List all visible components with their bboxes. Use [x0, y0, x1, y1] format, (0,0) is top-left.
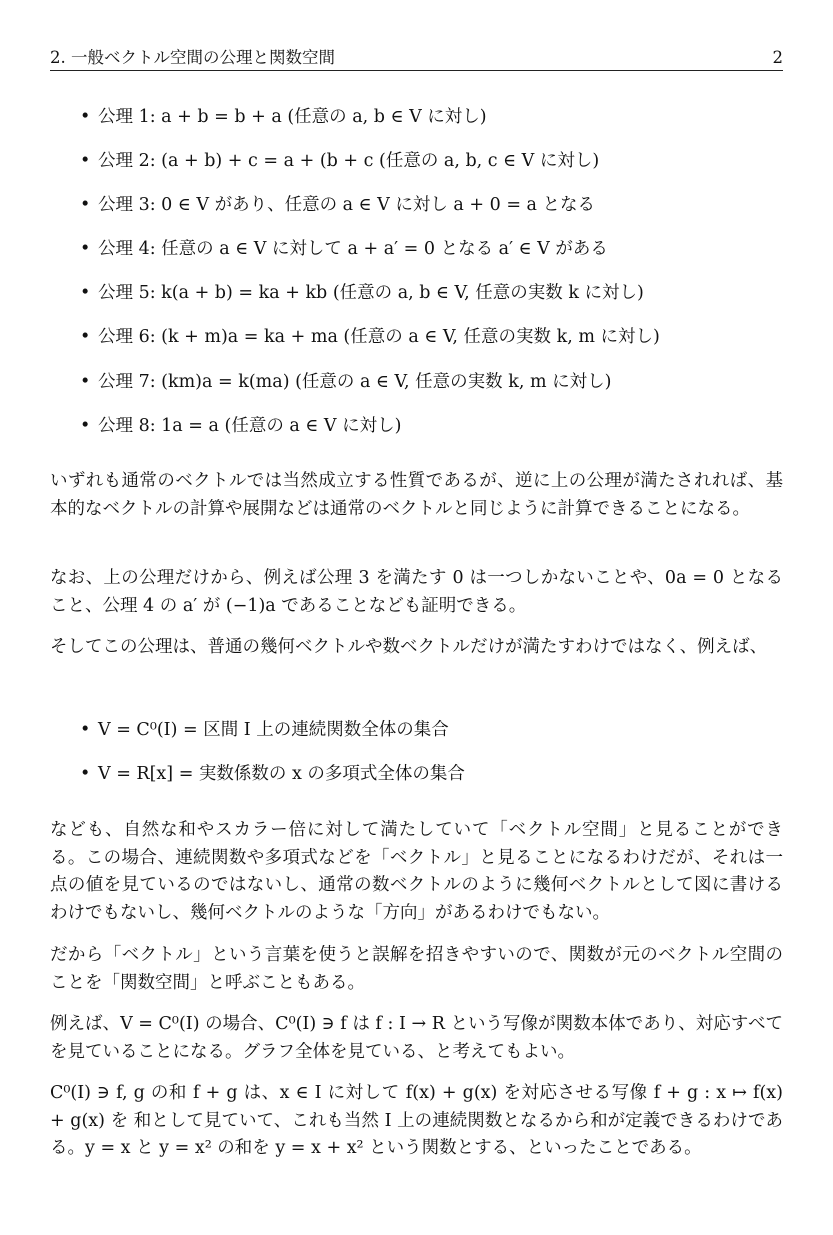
axiom-item: [74, 188, 774, 232]
example-text: V = C⁰(I) = 区間 I 上の連続関数全体の集合: [98, 720, 449, 740]
axiom-item: [74, 144, 774, 188]
axiom-text: 公理 5: k(a + b) = ka + kb (任意の a, b ∈ V, 任意の実数 k に対し): [98, 283, 644, 304]
bullet-icon: •: [80, 239, 91, 260]
axiom-item: [74, 320, 774, 364]
axiom-text: 公理 8: 1a = a (任意の a ∈ V に対し): [98, 415, 402, 436]
bullet-icon: •: [80, 764, 91, 785]
bullet-icon: •: [80, 283, 91, 304]
axiom-text: 公理 7: (km)a = k(ma) (任意の a ∈ V, 任意の実数 k, m に対し): [98, 371, 612, 392]
vector-space-examples: [74, 713, 774, 801]
paragraph-c0-example: 例えば、V = C⁰(I) の場合、C⁰(I) ∋ f は f : I → R という写像が関数本体であり、対応すべてを見ていることになる。グラフ全体を見ている、と考えてもよい。: [50, 1014, 783, 1062]
axiom-item: [74, 409, 774, 453]
bullet-icon: •: [80, 107, 91, 127]
bullet-icon: •: [80, 415, 91, 436]
axiom-item: [74, 365, 774, 409]
bullet-icon: •: [80, 195, 91, 216]
axiom-text: 公理 6: (k + m)a = ka + ma (任意の a ∈ V, 任意の実数 k, m に対し): [98, 327, 660, 348]
paragraph-function-space: だから「ベクトル」という言葉を使うと誤解を招きやすいので、関数が元のベクトル空間のことを「関数空間」と呼ぶこともある。: [50, 945, 783, 993]
example-text: V = R[x] = 実数係数の x の多項式全体の集合: [98, 764, 465, 785]
axiom-item: [74, 232, 774, 276]
paragraph-uniqueness-note: なお、上の公理だけから、例えば公理 3 を満たす 0 は一つしかないことや、0a = 0 となること、公理 4 の a′ が (−1)a であることなども証明できる。: [50, 568, 783, 616]
axiom-text: 公理 3: 0 ∈ V があり、任意の a ∈ V に対し a + 0 = a となる: [98, 195, 596, 216]
paragraph-function-as-vector: なども、自然な和やスカラー倍に対して満たしていて「ベクトル空間」と見ることができる。この場合、連続関数や多項式などを「ベクトル」と見ることになるわけだが、それは一点の値を見ているのではないし、通常の数ベクトルのように幾何ベクトルとして図に書けるわけでもないし、幾何ベクトルのような「方向」があるわけでもない。: [50, 820, 783, 923]
axiom-item: [74, 276, 774, 320]
bullet-icon: •: [80, 371, 91, 392]
paragraph-axioms-consequence: いずれも通常のベクトルでは当然成立する性質であるが、逆に上の公理が満たされれば、基本的なベクトルの計算や展開などは通常のベクトルと同じように計算できることになる。: [50, 471, 783, 519]
example-item: [74, 757, 774, 801]
bullet-icon: •: [80, 327, 91, 348]
bullet-icon: •: [80, 151, 91, 172]
axiom-text: 公理 1: a + b = b + a (任意の a, b ∈ V に対し): [98, 107, 487, 127]
paragraph-sum-definition: C⁰(I) ∋ f, g の和 f + g は、x ∈ I に対して f(x) + g(x) を対応させる写像 f + g : x ↦ f(x) + g(x) を 和として見ていて、これも当然 I 上の連続関数となるから和が定義できるわけである。y = x と y = x² の和を y = x + x² という関数とする、といったことである。: [50, 1083, 783, 1159]
axiom-list: [74, 100, 774, 453]
axiom-item: [74, 100, 774, 144]
page-header: [50, 46, 783, 71]
page-number: 2: [772, 48, 783, 67]
axiom-text: 公理 4: 任意の a ∈ V に対して a + a′ = 0 となる a′ ∈ V がある: [98, 239, 608, 260]
chapter-title: 2. 一般ベクトル空間の公理と関数空間: [50, 48, 335, 67]
bullet-icon: •: [80, 720, 91, 740]
paragraph-examples-intro: そしてこの公理は、普通の幾何ベクトルや数ベクトルだけが満たすわけではなく、例えば、: [50, 637, 768, 657]
example-item: [74, 713, 774, 757]
axiom-text: 公理 2: (a + b) + c = a + (b + c (任意の a, b, c ∈ V に対し): [98, 151, 600, 172]
